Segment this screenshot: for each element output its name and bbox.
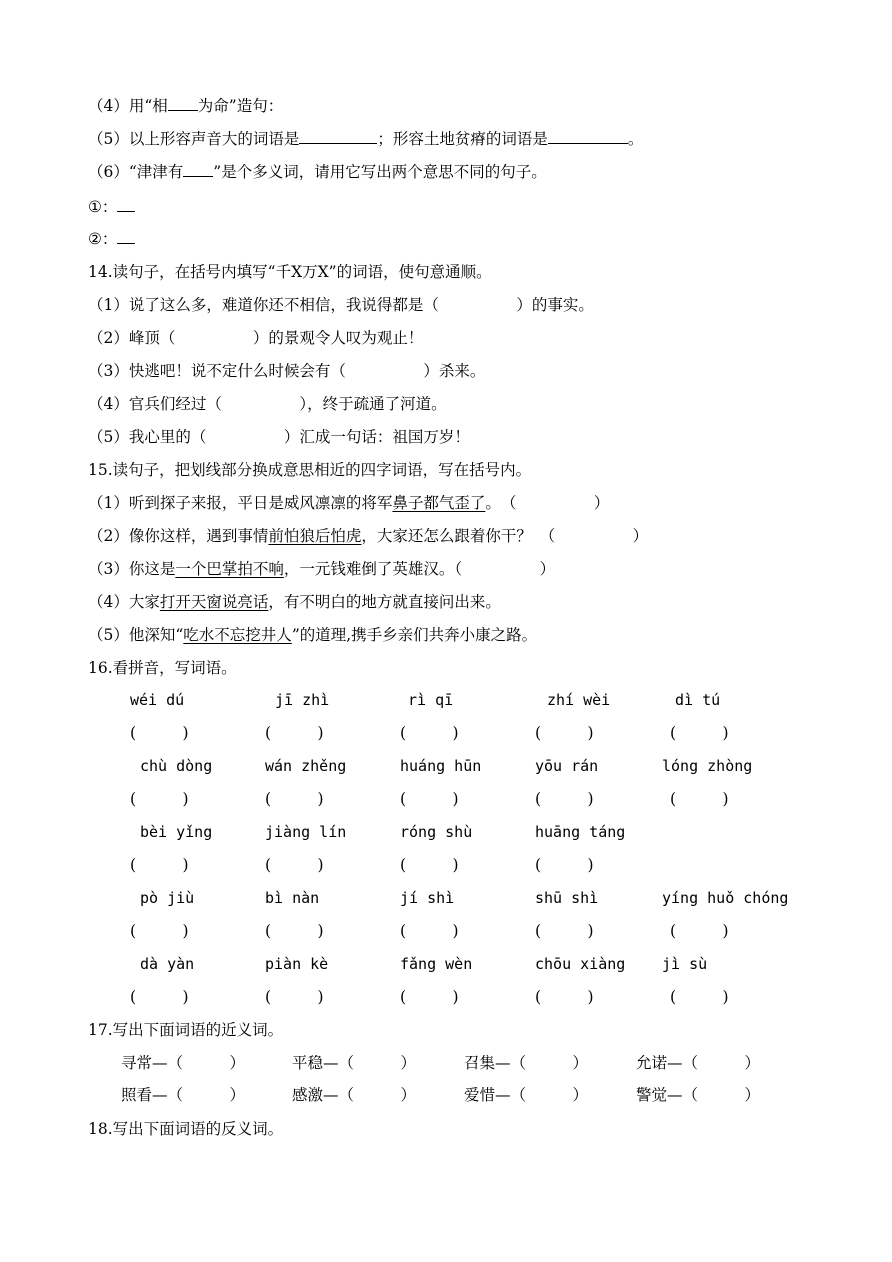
answer-parentheses[interactable]: ( ) bbox=[535, 856, 594, 874]
q15-title: 15.读句子，把划线部分换成意思相近的四字词语，写在括号内。 bbox=[88, 461, 532, 479]
synonym-item: 爱惜—（ ） bbox=[464, 1086, 589, 1104]
answer-parentheses[interactable]: ( ) bbox=[265, 856, 324, 874]
answer-parentheses[interactable]: ( ) bbox=[265, 988, 324, 1006]
q13-item-4: （4）用“相 为命”造句： bbox=[88, 97, 284, 115]
pinyin-label: huáng hūn bbox=[400, 757, 482, 775]
pinyin-label: chù dòng bbox=[140, 757, 213, 775]
answer-parentheses[interactable]: ( ) bbox=[400, 724, 459, 742]
answer-parentheses[interactable]: ( ) bbox=[130, 856, 189, 874]
pinyin-label: chōu xiàng bbox=[535, 955, 626, 973]
q14-item-4: （4）官兵们经过（ ），终于疏通了河道。 bbox=[88, 395, 447, 413]
answer-parentheses[interactable]: ( ) bbox=[535, 724, 594, 742]
q14-item-2: （2）峰顶（ ）的景观令人叹为观止！ bbox=[88, 329, 424, 347]
fill-blank[interactable] bbox=[299, 129, 377, 144]
pinyin-label: rì qī bbox=[408, 691, 454, 709]
synonym-item: 感激—（ ） bbox=[292, 1086, 417, 1104]
underlined-phrase: 一个巴掌拍不响 bbox=[175, 560, 284, 578]
q14-item-1: （1）说了这么多，难道你还不相信，我说得都是（ ）的事实。 bbox=[88, 296, 594, 314]
q15-item-5: （5）他深知“吃水不忘挖井人”的道理,携手乡亲们共奔小康之路。 bbox=[88, 626, 538, 644]
answer-parentheses[interactable]: ( ) bbox=[400, 988, 459, 1006]
q14-title: 14.读句子，在括号内填写“千X万X”的词语，使句意通顺。 bbox=[88, 263, 492, 281]
answer-parentheses[interactable]: ( ) bbox=[535, 922, 594, 940]
fill-blank[interactable] bbox=[183, 162, 213, 177]
pinyin-label: jì sù bbox=[662, 955, 708, 973]
q13-sentence-2: ②： bbox=[88, 229, 135, 249]
pinyin-label: dà yàn bbox=[140, 955, 195, 973]
answer-parentheses[interactable]: ( ) bbox=[130, 988, 189, 1006]
pinyin-label: yōu rán bbox=[535, 757, 599, 775]
pinyin-label: róng shù bbox=[400, 823, 473, 841]
pinyin-label: jī zhì bbox=[275, 691, 330, 709]
fill-blank[interactable] bbox=[168, 96, 198, 111]
synonym-item: 召集—（ ） bbox=[464, 1054, 589, 1072]
q13-item-5: （5）以上形容声音大的词语是 ；形容土地贫瘠的词语是 。 bbox=[88, 130, 644, 148]
q18-title: 18.写出下面词语的反义词。 bbox=[88, 1120, 284, 1138]
answer-parentheses[interactable]: ( ) bbox=[130, 790, 189, 808]
answer-parentheses[interactable]: ( ) bbox=[670, 724, 729, 742]
pinyin-label: pò jiù bbox=[140, 889, 195, 907]
pinyin-label: lóng zhòng bbox=[662, 757, 753, 775]
answer-parentheses[interactable]: ( ) bbox=[400, 856, 459, 874]
pinyin-label: bèi yǐng bbox=[140, 823, 213, 841]
pinyin-label: zhí wèi bbox=[547, 691, 611, 709]
q14-item-3: （3）快逃吧！说不定什么时候会有（ ）杀来。 bbox=[88, 362, 486, 380]
q13-sentence-1: ①： bbox=[88, 197, 135, 217]
q13-item-6: （6）“津津有 ”是个多义词，请用它写出两个意思不同的句子。 bbox=[88, 163, 547, 181]
underlined-phrase: 鼻子都气歪了 bbox=[392, 494, 486, 512]
pinyin-label: bì nàn bbox=[265, 889, 320, 907]
underlined-phrase: 吃水不忘挖井人 bbox=[183, 626, 292, 644]
underlined-phrase: 前怕狼后怕虎 bbox=[268, 527, 362, 545]
answer-parentheses[interactable]: ( ) bbox=[670, 790, 729, 808]
pinyin-label: yíng huǒ chóng bbox=[662, 889, 789, 907]
answer-parentheses[interactable]: ( ) bbox=[535, 790, 594, 808]
answer-parentheses[interactable]: ( ) bbox=[535, 988, 594, 1006]
pinyin-label: jí shì bbox=[400, 889, 455, 907]
q17-title: 17.写出下面词语的近义词。 bbox=[88, 1021, 284, 1039]
pinyin-label: piàn kè bbox=[265, 955, 329, 973]
pinyin-label: shū shì bbox=[535, 889, 599, 907]
fill-blank[interactable] bbox=[548, 129, 628, 144]
synonym-item: 照看—（ ） bbox=[121, 1086, 246, 1104]
q15-item-1: （1）听到探子来报，平日是威风凛凛的将军鼻子都气歪了。 （ ） bbox=[88, 494, 610, 512]
pinyin-label: jiàng lín bbox=[265, 823, 347, 841]
answer-parentheses[interactable]: ( ) bbox=[400, 922, 459, 940]
fill-blank[interactable] bbox=[117, 197, 135, 212]
underlined-phrase: 打开天窗说亮话 bbox=[159, 593, 269, 611]
q14-item-5: （5）我心里的（ ）汇成一句话：祖国万岁！ bbox=[88, 428, 470, 446]
q15-item-3: （3）你这是一个巴掌拍不响，一元钱难倒了英雄汉。（ ） bbox=[88, 560, 556, 578]
answer-parentheses[interactable]: ( ) bbox=[400, 790, 459, 808]
synonym-item: 寻常—（ ） bbox=[121, 1054, 246, 1072]
pinyin-label: wán zhěng bbox=[265, 757, 347, 775]
q15-item-4: （4）大家打开天窗说亮话，有不明白的地方就直接问出来。 bbox=[88, 593, 501, 611]
synonym-item: 警觉—（ ） bbox=[636, 1086, 761, 1104]
answer-parentheses[interactable]: ( ) bbox=[670, 988, 729, 1006]
pinyin-label: huāng táng bbox=[535, 823, 626, 841]
q16-title: 16.看拼音，写词语。 bbox=[88, 659, 237, 677]
pinyin-label: fǎng wèn bbox=[400, 955, 473, 973]
answer-parentheses[interactable]: ( ) bbox=[130, 724, 189, 742]
pinyin-label: wéi dú bbox=[130, 691, 185, 709]
synonym-item: 允诺—（ ） bbox=[636, 1054, 761, 1072]
answer-parentheses[interactable]: ( ) bbox=[130, 922, 189, 940]
answer-parentheses[interactable]: ( ) bbox=[265, 922, 324, 940]
pinyin-label: dì tú bbox=[675, 691, 721, 709]
answer-parentheses[interactable]: ( ) bbox=[265, 790, 324, 808]
q15-item-2: （2）像你这样，遇到事情前怕狼后怕虎，大家还怎么跟着你干？ （ ） bbox=[88, 527, 649, 545]
answer-parentheses[interactable]: ( ) bbox=[670, 922, 729, 940]
answer-parentheses[interactable]: ( ) bbox=[265, 724, 324, 742]
synonym-item: 平稳—（ ） bbox=[292, 1054, 417, 1072]
fill-blank[interactable] bbox=[117, 229, 135, 244]
